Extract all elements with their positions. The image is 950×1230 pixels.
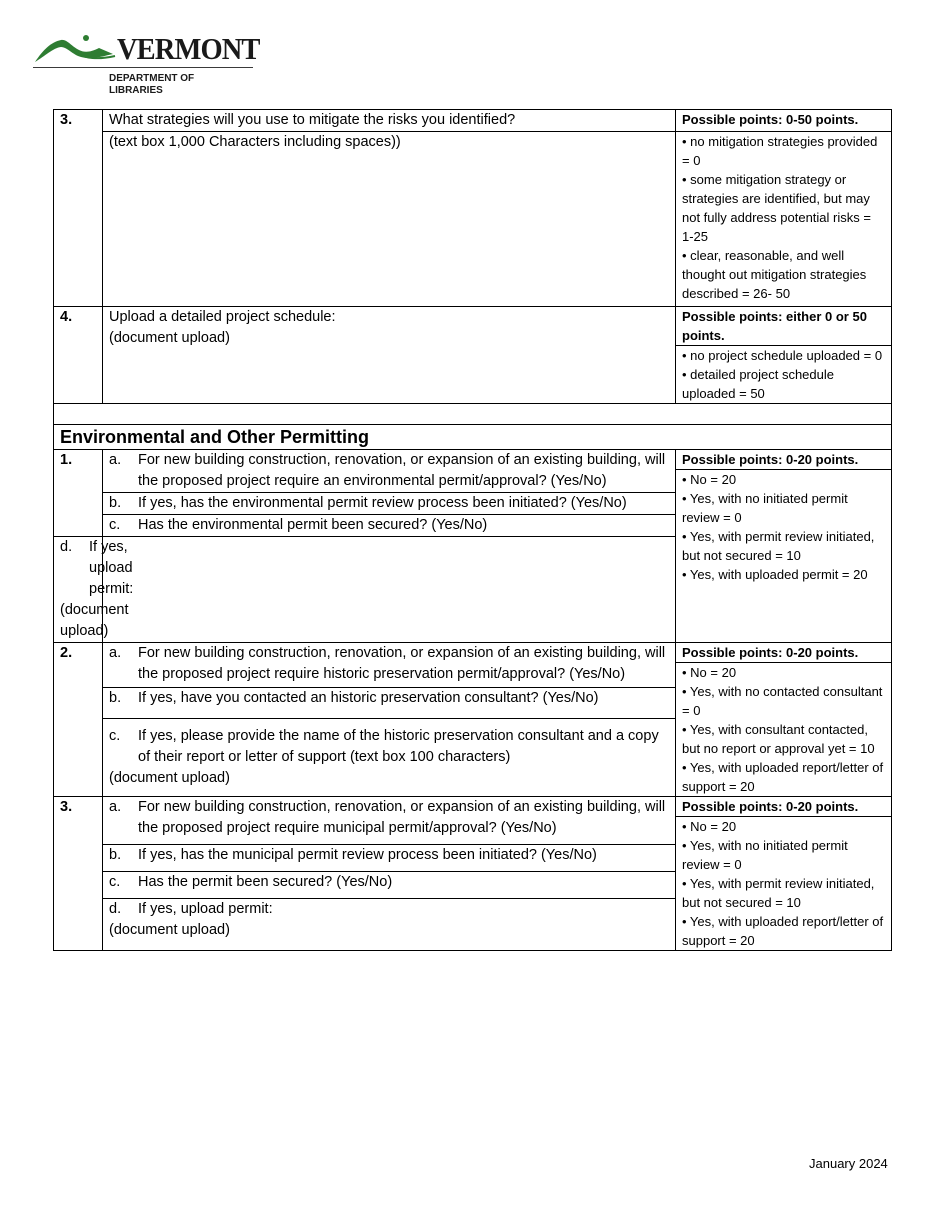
- scoring-criteria: [676, 346, 892, 404]
- logo-divider: [33, 67, 253, 68]
- criteria-item: • no mitigation strategies provided = 0: [682, 134, 878, 168]
- sub-text: If yes, has the environmental permit review process been initiated? (Yes/No): [138, 495, 627, 511]
- sub-label: c.: [109, 873, 121, 890]
- scoring-criteria: [676, 132, 892, 307]
- question-number: 2.: [54, 643, 103, 797]
- mountain-logo-icon: [33, 32, 117, 68]
- question-text: Upload a detailed project schedule:: [109, 309, 336, 325]
- sub-text: Has the permit been secured? (Yes/No): [138, 873, 393, 890]
- sub-text: For new building construction, renovation, or expansion of an existing building, will the proposed project require an environmental permit/approval? (Yes/No): [138, 452, 666, 489]
- footer-date: January 2024: [809, 1156, 888, 1171]
- department-name: DEPARTMENT OF LIBRARIES: [109, 72, 195, 96]
- criteria-item: • some mitigation strategy or strategies are identified, but may not fully address potential risks = 1-25: [682, 172, 871, 244]
- table-row: [54, 797, 892, 817]
- sub-text: If yes, has the municipal permit review process been initiated? (Yes/No): [138, 847, 597, 864]
- sub-question: [103, 719, 676, 797]
- criteria-item: • Yes, with consultant contacted, but no report or approval yet = 10: [682, 722, 875, 756]
- sub-text: If yes, upload permit:: [89, 539, 134, 597]
- table-row: [54, 450, 892, 470]
- input-note: (document upload): [60, 602, 129, 639]
- table-row: [54, 643, 892, 663]
- criteria-item: • Yes, with no contacted consultant = 0: [682, 684, 883, 718]
- sub-question: [103, 845, 676, 872]
- sub-question: [103, 515, 676, 537]
- points-header: Possible points: 0-50 points.: [676, 110, 892, 132]
- sub-question: [103, 797, 676, 845]
- sub-label: c.: [109, 728, 121, 745]
- question-cell: [103, 307, 676, 404]
- question-number: 3.: [54, 110, 103, 307]
- spacer-row: [54, 404, 892, 425]
- section-row: [54, 425, 892, 450]
- criteria-item: • Yes, with uploaded permit = 20: [682, 567, 868, 582]
- sub-question: [103, 871, 676, 898]
- criteria-item: • Yes, with permit review initiated, but not secured = 10: [682, 529, 875, 563]
- question-number: 1.: [54, 450, 103, 537]
- criteria-item: • No = 20: [682, 819, 737, 834]
- section-title: Environmental and Other Permitting: [54, 425, 892, 450]
- scoring-criteria: [676, 470, 892, 643]
- sub-question: [103, 450, 676, 493]
- criteria-item: • No = 20: [682, 472, 737, 487]
- sub-text: If yes, have you contacted an historic preservation consultant? (Yes/No): [138, 690, 599, 707]
- scoring-table: [53, 109, 892, 951]
- sub-text: If yes, please provide the name of the historic preservation consultant and a copy of their report or letter of support (text box 100 characters): [138, 728, 659, 766]
- question-number: 4.: [54, 307, 103, 404]
- sub-label: b.: [109, 847, 122, 864]
- sub-label: d.: [60, 539, 73, 555]
- sub-question: [103, 898, 676, 950]
- criteria-item: • clear, reasonable, and well thought out mitigation strategies described = 26- 50: [682, 248, 867, 301]
- sub-label: a.: [109, 452, 122, 468]
- question-number: 3.: [54, 797, 103, 951]
- criteria-item: • Yes, with no initiated permit review = 0: [682, 491, 848, 525]
- sub-question: [54, 537, 134, 643]
- criteria-item: • Yes, with permit review initiated, but not secured = 10: [682, 876, 875, 910]
- input-note: (text box 1,000 Characters including spaces)): [103, 132, 676, 307]
- input-note: (document upload): [109, 330, 230, 346]
- sub-text: Has the environmental permit been secured? (Yes/No): [138, 517, 488, 533]
- sub-question: [103, 493, 676, 515]
- sub-question: [103, 643, 676, 688]
- criteria-item: • detailed project schedule uploaded = 50: [682, 367, 834, 401]
- sub-label: a.: [109, 645, 122, 661]
- logo-wordmark: VERMONT: [117, 31, 260, 66]
- points-header: Possible points: 0-20 points.: [676, 643, 892, 663]
- criteria-item: • Yes, with no initiated permit review = 0: [682, 838, 848, 872]
- vermont-logo: [33, 30, 260, 96]
- criteria-item: • No = 20: [682, 665, 737, 680]
- question-text: What strategies will you use to mitigate the risks you identified?: [103, 110, 676, 132]
- input-note: (document upload): [109, 921, 230, 938]
- points-header: Possible points: 0-20 points.: [676, 450, 892, 470]
- sub-question: [103, 688, 676, 719]
- sub-label: a.: [109, 799, 122, 815]
- table-row: [54, 110, 892, 132]
- table-row: [54, 132, 892, 307]
- table-row: [54, 307, 892, 346]
- points-header: Possible points: either 0 or 50 points.: [676, 307, 892, 346]
- scoring-criteria: [676, 817, 892, 951]
- sub-label: c.: [109, 517, 121, 533]
- sub-text: For new building construction, renovation, or expansion of an existing building, will the proposed project require historic preservation permit/approval? (Yes/No): [138, 645, 666, 682]
- sub-text: For new building construction, renovation, or expansion of an existing building, will the proposed project require municipal permit/approval? (Yes/No): [138, 799, 666, 836]
- input-note: (document upload): [109, 770, 230, 787]
- sub-label: b.: [109, 495, 122, 511]
- criteria-item: • Yes, with uploaded report/letter of support = 20: [682, 914, 884, 948]
- criteria-item: • no project schedule uploaded = 0: [682, 348, 883, 363]
- sub-label: b.: [109, 690, 122, 707]
- sub-label: d.: [109, 900, 122, 917]
- criteria-item: • Yes, with uploaded report/letter of support = 20: [682, 760, 884, 794]
- scoring-criteria: [676, 663, 892, 797]
- sub-text: If yes, upload permit:: [138, 900, 273, 917]
- points-header: Possible points: 0-20 points.: [676, 797, 892, 817]
